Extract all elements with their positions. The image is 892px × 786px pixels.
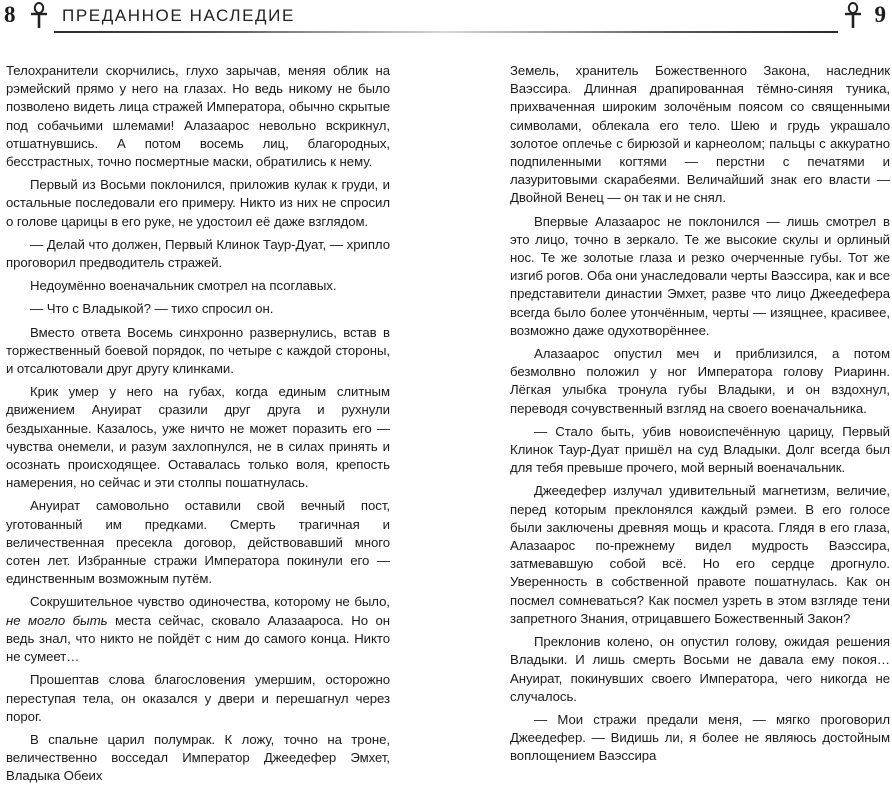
paragraph: Телохранители скорчились, глухо зарычав, меняя облик на рэмейский прямо у него на глазах. Но ведь никому не было позволено видеть лица стражей Императора, обычно скрытые под собачьими шлемами! Алазаарос невольно вскрикнул, отшатнувшись. А потом восемь лиц, благородных, бесстрастных, точно посмертные маски, обратились к нему. xyxy=(6,63,390,170)
paragraph xyxy=(6,593,390,666)
right-page-text xyxy=(510,62,890,764)
paragraph: Впервые Алазаарос не поклонился — лишь смотрел в это лицо, точно в зеркало. Те же высокие скулы и орлиный нос. Те же золотые глаза и резко очерченные губы. Тот же изгиб рогов. Оба они унаследовали черты Ваэссира, как и все представители династии Эмхет, разве что лицо Джеедефера всегда было более утончённым, черты — изящнее, красивее, возможно даже одухотворённее. xyxy=(510,213,890,338)
ankh-icon xyxy=(30,2,48,28)
paragraph: Крик умер у него на губах, когда единым слитным движением Ануират сразили друг друга и рухнули бездыханные. Казалось, уже ничто не может поразить его — чувства онемели, и разум захлопнулся, не в силах принять и осознать происходящее. Оставалась только воля, крепость намерения, но сейчас и эти столпы пошатнулась. xyxy=(6,384,390,491)
running-title: ПРЕДАННОЕ НАСЛЕДИЕ xyxy=(62,6,295,25)
paragraph-text: места сейчас, сковало Алазаароса. Но он ведь знал, что никто не пойдёт с ним до самого конца. Никто не сумеет… xyxy=(6,612,390,665)
right-page-header xyxy=(446,0,892,34)
paragraph: В спальне царил полумрак. К ложу, точно на троне, величественно восседал Император Джеедефер Эмхет, Владыка Обеих xyxy=(6,731,390,784)
paragraph: — Что с Владыкой? — тихо спросил он. xyxy=(30,301,274,317)
right-page-number: 9 xyxy=(874,2,886,27)
left-page-number: 8 xyxy=(4,2,16,27)
paragraph: Преклонив колено, он опустил голову, ожидая решения Владыки. И лишь смерть Восьми не давала ему покоя… Ануират, покинувших своего Императора, чего никогда не случалось. xyxy=(510,634,890,704)
paragraph: — Стало быть, убив новоиспечённую царицу, Первый Клинок Таур-Дуат пришёл на суд Владыки. Долг всегда был для тебя превыше прочего, мой верный военачальник. xyxy=(510,423,890,476)
paragraph: — Делай что должен, Первый Клинок Таур-Дуат, — хрипло проговорил предводитель стражей. xyxy=(6,236,390,271)
paragraph: Первый из Восьми поклонился, приложив кулак к груди, и остальные последовали его примеру. Никто из них не спросил о голове царицы в его руке, не удостоил её даже взглядом. xyxy=(6,177,390,229)
paragraph: Земель, хранитель Божественного Закона, наследник Ваэссира. Длинная драпированная тёмно-синяя туника, прихваченная широким золочёным поясом со священными символами, облекала его тело. Шею и грудь украшало золотое оплечье с бирюзой и карнеолом; пальцы с аккуратно подпиленными когтями — перстни с печатями и лазуритовыми скарабеями. Величайший знак его власти — Двойной Венец — он так и не снял. xyxy=(510,63,890,206)
ankh-icon xyxy=(844,2,862,28)
paragraph: Вместо ответа Восемь синхронно развернулись, встав в торжественный боевой порядок, по четыре с каждой стороны, и отсалютовали друг другу клинками. xyxy=(6,324,390,377)
paragraph: Ануират самовольно оставили свой вечный пост, уготованный им предками. Смерть трагичная и величественная пресекла договор, действовавший много сотен лет. Избранные стражи Императора покинули его — единственным возможным путём. xyxy=(6,498,390,587)
paragraph: Алазаарос опустил меч и приблизился, а потом безмолвно положил у ног Императора голову Риаринн. Лёгкая улыбка тронула губы Владыки, и он вздохнул, переводя сочувственный взгляд на своего военачальника. xyxy=(510,346,890,416)
paragraph: Прошептав слова благословения умершим, осторожно переступая тела, он оказался у двери и перешагнул через порог. xyxy=(6,672,390,724)
header-rule xyxy=(446,31,838,33)
paragraph: Джеедефер излучал удивительный магнетизм, величие, перед которым преклонялся каждый рэмеи. В его голосе были заключены древняя мощь и красота. Глядя в его глаза, Алазаарос по-прежнему видел мудрость Ваэссира, затмевавшую собой всё. Но его сердце дрогнуло. Уверенность в собственной правоте пошатнулась. Как он посмел сомневаться? Как посмел узреть в этом взгляде тени запретного Знания, отрицавшего Божественный Закон? xyxy=(510,483,890,626)
left-page-header xyxy=(0,0,446,34)
left-page-text xyxy=(6,62,390,784)
paragraph: — Мои стражи предали меня, — мягко проговорил Джеедефер. — Видишь ли, я более не являюсь достойным воплощением Ваэссира xyxy=(510,711,890,764)
paragraph-text: Сокрушительное чувство одиночества, которому не было, xyxy=(30,594,390,610)
emphasis-text: не могло быть xyxy=(6,612,108,628)
header-rule xyxy=(54,31,446,33)
paragraph: Недоумённо военачальник смотрел на псоглавых. xyxy=(30,278,337,294)
